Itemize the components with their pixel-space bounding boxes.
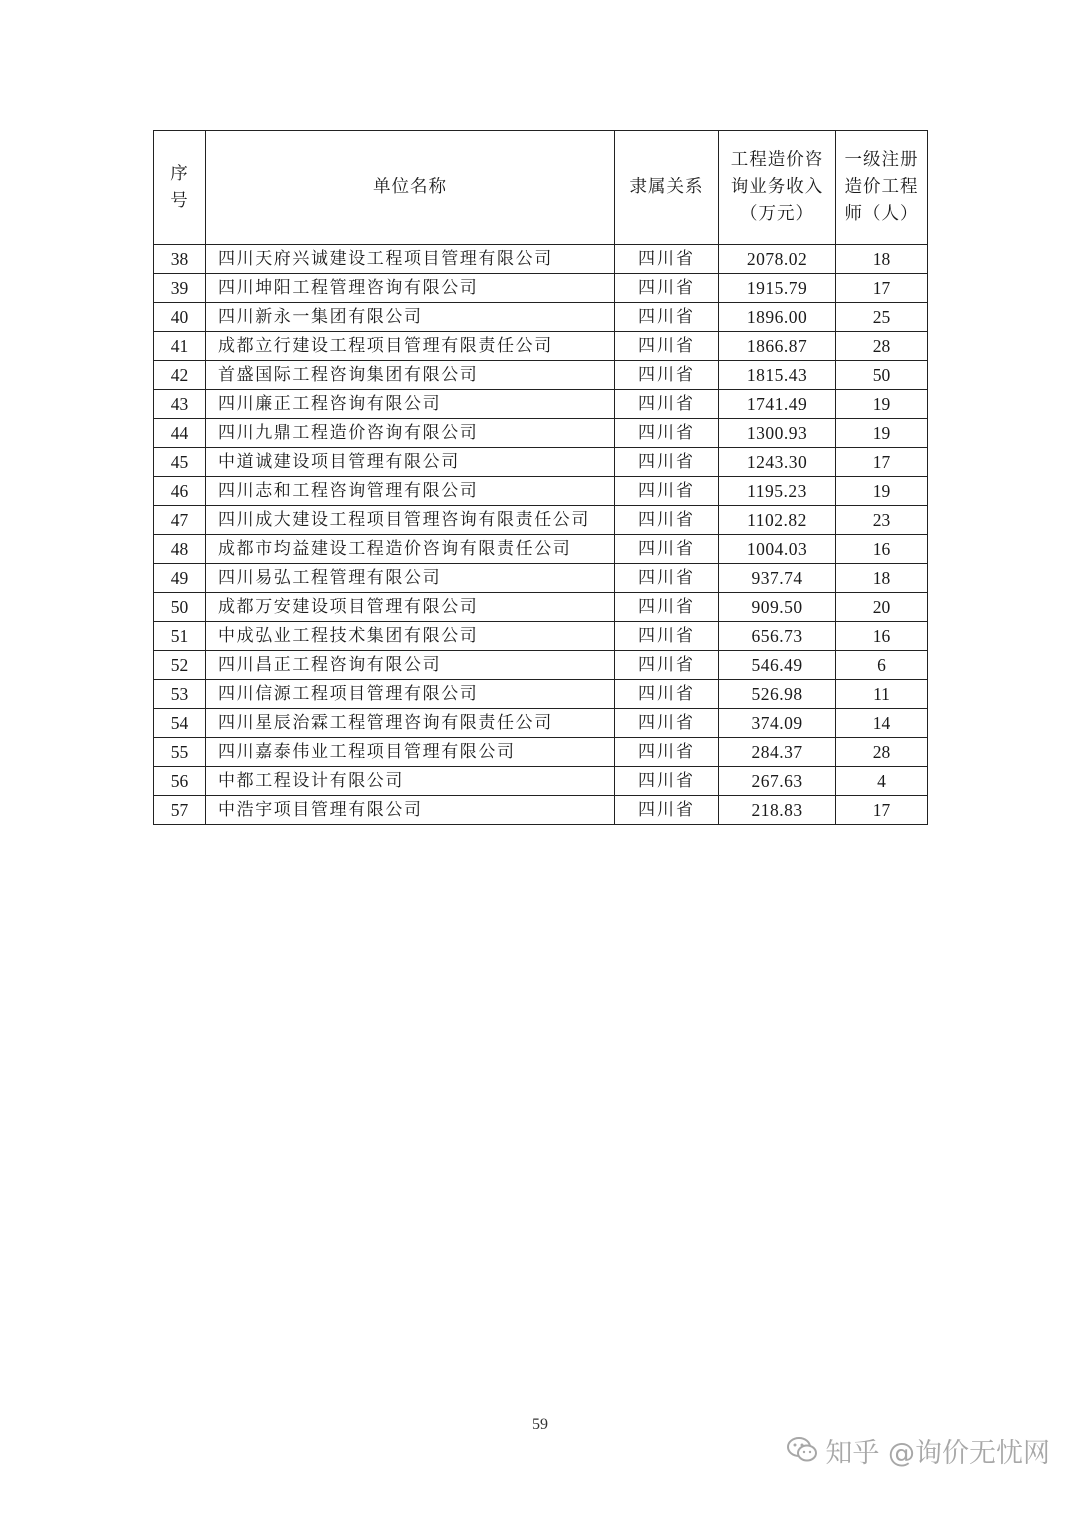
row-engineers-cell: 14 — [836, 709, 928, 738]
row-relation-cell: 四川省 — [615, 680, 719, 709]
row-seq-cell: 54 — [154, 709, 206, 738]
header-relation — [615, 131, 719, 245]
row-relation-cell: 四川省 — [615, 274, 719, 303]
row-engineers-cell: 50 — [836, 361, 928, 390]
row-seq-cell: 56 — [154, 767, 206, 796]
row-relation-cell: 四川省 — [615, 709, 719, 738]
row-relation-cell: 四川省 — [615, 361, 719, 390]
watermark — [787, 1432, 1050, 1468]
row-engineers-cell: 17 — [836, 448, 928, 477]
table-row — [154, 274, 928, 303]
row-relation-cell: 四川省 — [615, 477, 719, 506]
row-revenue-cell: 2078.02 — [719, 245, 836, 274]
table-row — [154, 651, 928, 680]
table-row — [154, 535, 928, 564]
table-header — [154, 131, 928, 245]
header-revenue-label: 工程造价咨询业务收入（万元） — [730, 150, 824, 224]
row-revenue-cell: 374.09 — [719, 709, 836, 738]
row-name-cell: 成都立行建设工程项目管理有限责任公司 — [206, 332, 615, 361]
row-relation-cell: 四川省 — [615, 448, 719, 477]
row-relation-cell: 四川省 — [615, 332, 719, 361]
row-name-cell: 四川志和工程咨询管理有限公司 — [206, 477, 615, 506]
row-seq-cell: 40 — [154, 303, 206, 332]
row-seq-cell: 49 — [154, 564, 206, 593]
header-engineers-label: 一级注册造价工程师（人） — [844, 150, 919, 224]
row-seq-cell: 42 — [154, 361, 206, 390]
row-engineers-cell: 25 — [836, 303, 928, 332]
row-relation-cell: 四川省 — [615, 535, 719, 564]
row-revenue-cell: 1102.82 — [719, 506, 836, 535]
header-name-label: 单位名称 — [373, 177, 447, 197]
row-engineers-cell: 16 — [836, 622, 928, 651]
header-name — [206, 131, 615, 245]
table-row — [154, 361, 928, 390]
row-revenue-cell: 1915.79 — [719, 274, 836, 303]
row-engineers-cell: 16 — [836, 535, 928, 564]
row-engineers-cell: 19 — [836, 477, 928, 506]
row-revenue-cell: 1741.49 — [719, 390, 836, 419]
row-engineers-cell: 17 — [836, 274, 928, 303]
table-row — [154, 680, 928, 709]
row-revenue-cell: 909.50 — [719, 593, 836, 622]
row-revenue-cell: 284.37 — [719, 738, 836, 767]
row-name-cell: 四川新永一集团有限公司 — [206, 303, 615, 332]
table-row — [154, 796, 928, 825]
row-revenue-cell: 1866.87 — [719, 332, 836, 361]
row-seq-cell: 55 — [154, 738, 206, 767]
row-relation-cell: 四川省 — [615, 622, 719, 651]
row-seq-cell: 41 — [154, 332, 206, 361]
row-seq-cell: 45 — [154, 448, 206, 477]
row-revenue-cell: 546.49 — [719, 651, 836, 680]
row-revenue-cell: 1896.00 — [719, 303, 836, 332]
row-relation-cell: 四川省 — [615, 419, 719, 448]
row-seq-cell: 39 — [154, 274, 206, 303]
row-seq-cell: 44 — [154, 419, 206, 448]
consulting-firms-table — [153, 130, 928, 825]
row-engineers-cell: 18 — [836, 564, 928, 593]
row-name-cell: 中成弘业工程技术集团有限公司 — [206, 622, 615, 651]
row-seq-cell: 48 — [154, 535, 206, 564]
row-revenue-cell: 1004.03 — [719, 535, 836, 564]
row-engineers-cell: 19 — [836, 419, 928, 448]
row-seq-cell: 38 — [154, 245, 206, 274]
row-name-cell: 四川易弘工程管理有限公司 — [206, 564, 615, 593]
row-relation-cell: 四川省 — [615, 738, 719, 767]
row-engineers-cell: 4 — [836, 767, 928, 796]
row-engineers-cell: 11 — [836, 680, 928, 709]
table-row — [154, 245, 928, 274]
row-name-cell: 四川天府兴诚建设工程项目管理有限公司 — [206, 245, 615, 274]
header-row — [154, 131, 928, 245]
row-seq-cell: 47 — [154, 506, 206, 535]
row-name-cell: 四川昌正工程咨询有限公司 — [206, 651, 615, 680]
row-seq-cell: 43 — [154, 390, 206, 419]
row-name-cell: 四川坤阳工程管理咨询有限公司 — [206, 274, 615, 303]
row-name-cell: 中道诚建设项目管理有限公司 — [206, 448, 615, 477]
row-name-cell: 四川嘉泰伟业工程项目管理有限公司 — [206, 738, 615, 767]
table-row — [154, 709, 928, 738]
row-engineers-cell: 20 — [836, 593, 928, 622]
row-revenue-cell: 1243.30 — [719, 448, 836, 477]
row-relation-cell: 四川省 — [615, 303, 719, 332]
wechat-logo-icon — [787, 1437, 817, 1463]
row-engineers-cell: 28 — [836, 738, 928, 767]
row-relation-cell: 四川省 — [615, 390, 719, 419]
row-revenue-cell: 937.74 — [719, 564, 836, 593]
header-relation-label: 隶属关系 — [629, 177, 704, 197]
row-name-cell: 四川廉正工程咨询有限公司 — [206, 390, 615, 419]
table-row — [154, 506, 928, 535]
row-name-cell: 成都市均益建设工程造价咨询有限责任公司 — [206, 535, 615, 564]
header-seq-label: 序号 — [170, 163, 189, 211]
page-number: 59 — [532, 1416, 548, 1433]
row-revenue-cell: 526.98 — [719, 680, 836, 709]
table-row — [154, 303, 928, 332]
table-row — [154, 622, 928, 651]
table-row — [154, 332, 928, 361]
row-engineers-cell: 18 — [836, 245, 928, 274]
row-name-cell: 中浩宇项目管理有限公司 — [206, 796, 615, 825]
row-revenue-cell: 1195.23 — [719, 477, 836, 506]
table-row — [154, 738, 928, 767]
header-engineers — [836, 131, 928, 245]
row-name-cell: 四川九鼎工程造价咨询有限公司 — [206, 419, 615, 448]
row-revenue-cell: 218.83 — [719, 796, 836, 825]
row-seq-cell: 53 — [154, 680, 206, 709]
table-row — [154, 390, 928, 419]
row-seq-cell: 51 — [154, 622, 206, 651]
row-engineers-cell: 23 — [836, 506, 928, 535]
table-row — [154, 564, 928, 593]
row-revenue-cell: 1815.43 — [719, 361, 836, 390]
row-seq-cell: 52 — [154, 651, 206, 680]
row-relation-cell: 四川省 — [615, 796, 719, 825]
row-relation-cell: 四川省 — [615, 506, 719, 535]
row-engineers-cell: 17 — [836, 796, 928, 825]
table-row — [154, 448, 928, 477]
row-seq-cell: 46 — [154, 477, 206, 506]
table-row — [154, 419, 928, 448]
table-row — [154, 477, 928, 506]
row-engineers-cell: 19 — [836, 390, 928, 419]
row-relation-cell: 四川省 — [615, 767, 719, 796]
row-name-cell: 四川信源工程项目管理有限公司 — [206, 680, 615, 709]
row-revenue-cell: 1300.93 — [719, 419, 836, 448]
header-revenue — [719, 131, 836, 245]
table-body — [154, 245, 928, 825]
header-seq — [154, 131, 206, 245]
row-revenue-cell: 267.63 — [719, 767, 836, 796]
row-relation-cell: 四川省 — [615, 593, 719, 622]
table-row — [154, 593, 928, 622]
row-seq-cell: 57 — [154, 796, 206, 825]
row-relation-cell: 四川省 — [615, 245, 719, 274]
watermark-text: 知乎 @询价无忧网 — [825, 1437, 1050, 1469]
table-row — [154, 767, 928, 796]
row-name-cell: 中都工程设计有限公司 — [206, 767, 615, 796]
row-name-cell: 首盛国际工程咨询集团有限公司 — [206, 361, 615, 390]
row-seq-cell: 50 — [154, 593, 206, 622]
row-engineers-cell: 6 — [836, 651, 928, 680]
row-name-cell: 四川星辰治霖工程管理咨询有限责任公司 — [206, 709, 615, 738]
row-engineers-cell: 28 — [836, 332, 928, 361]
row-name-cell: 四川成大建设工程项目管理咨询有限责任公司 — [206, 506, 615, 535]
row-relation-cell: 四川省 — [615, 564, 719, 593]
row-relation-cell: 四川省 — [615, 651, 719, 680]
row-name-cell: 成都万安建设项目管理有限公司 — [206, 593, 615, 622]
row-revenue-cell: 656.73 — [719, 622, 836, 651]
